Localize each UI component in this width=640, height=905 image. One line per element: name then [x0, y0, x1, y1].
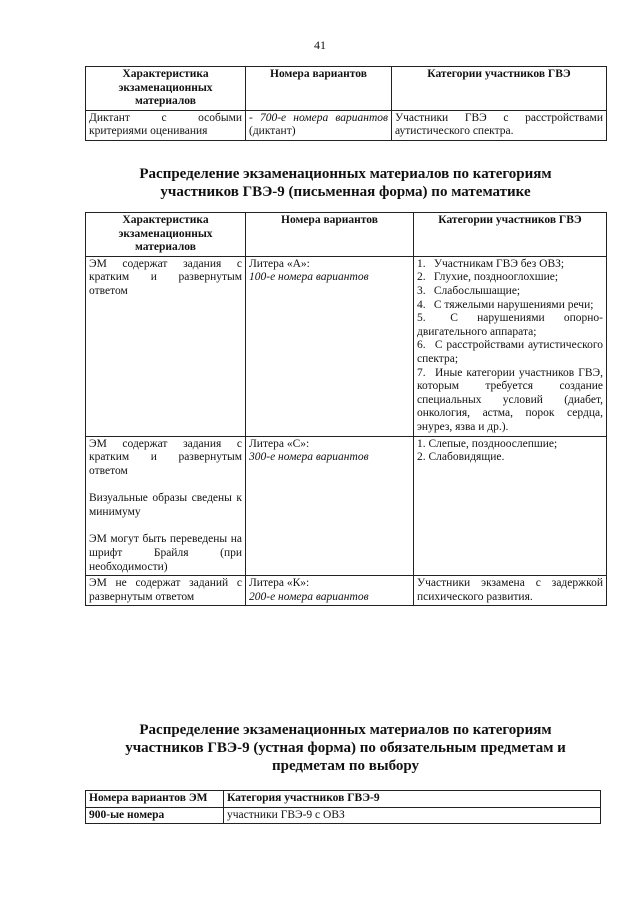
category-item: 4. С тяжелыми нарушениями речи; — [417, 298, 594, 311]
header-variants: Номера вариантов — [246, 213, 414, 257]
dictation-characteristic: Диктант с особыми критериями оценивания — [86, 110, 246, 140]
row-c-variants — [246, 436, 414, 576]
category-item: 1. Слепые, поздноослепшие; — [417, 437, 558, 450]
heading-line: Распределение экзаменационных материалов по категориям — [139, 166, 552, 182]
heading-line: предметам по выбору — [271, 758, 420, 774]
category-item: 2. Глухие, позднооглохшие; — [417, 271, 559, 284]
oral-variants: 900-ые номера — [86, 807, 224, 824]
category-item: 5. С нарушениями опорно-двигательного аппарата; — [417, 312, 604, 338]
oral-category: участники ГВЭ-9 с ОВЗ — [224, 807, 601, 824]
row-a-characteristic: ЭМ содержат задания с кратким и развернутым ответом — [86, 256, 246, 436]
dictation-variants: - 700-е номера вариантов (диктант) — [246, 110, 392, 140]
written-math-heading — [85, 165, 606, 201]
row-c-categories — [414, 436, 607, 576]
row-k-categories: Участники экзамена с задержкой психического развития. — [414, 576, 607, 606]
variants-k: 200-е номера вариантов — [249, 590, 369, 603]
header-categories: Категории участников ГВЭ — [392, 67, 607, 111]
heading-line: участников ГВЭ-9 (устная форма) по обязательным предметам и — [125, 740, 566, 756]
row-c-text: ЭМ содержат задания с кратким и развернутым ответом — [89, 437, 242, 477]
header-characteristic: Характеристика экзаменационных материалов — [86, 67, 246, 111]
row-a-categories — [414, 256, 607, 436]
oral-heading — [85, 721, 606, 775]
variants-a: 100-е номера вариантов — [249, 271, 369, 284]
row-a-variants — [246, 256, 414, 436]
dictation-categories: Участники ГВЭ с расстройствами аутистического спектра. — [392, 110, 607, 140]
heading-line: Распределение экзаменационных материалов по категориям — [139, 722, 552, 738]
heading-line: участников ГВЭ-9 (письменная форма) по математике — [160, 184, 531, 200]
page-number: 41 — [314, 38, 326, 52]
header-variants-em: Номера вариантов ЭМ — [86, 791, 224, 808]
header-variants: Номера вариантов — [246, 67, 392, 111]
dictation-table — [85, 66, 607, 141]
row-k-characteristic: ЭМ не содержат заданий с развернутым ответом — [86, 576, 246, 606]
variants-c: 300-е номера вариантов — [249, 451, 369, 464]
row-c-characteristic — [86, 436, 246, 576]
header-category: Категория участников ГВЭ-9 — [224, 791, 601, 808]
litera-k: Литера «К»: — [249, 577, 310, 590]
written-math-table — [85, 212, 607, 606]
header-categories: Категории участников ГВЭ — [414, 213, 607, 257]
litera-c: Литера «С»: — [249, 437, 310, 450]
category-item: 2. Слабовидящие. — [417, 451, 505, 464]
category-item: 6. С расстройствами аутистического спектра; — [417, 339, 604, 365]
header-characteristic: Характеристика экзаменационных материалов — [86, 213, 246, 257]
category-item: 3. Слабослышащие; — [417, 284, 521, 297]
row-c-braille: ЭМ могут быть переведены на шрифт Брайля (при необходимости) — [89, 533, 242, 573]
category-item: 1. Участникам ГВЭ без ОВЗ; — [417, 257, 565, 270]
category-item: 7. Иные категории участников ГВЭ, которым требуется создание специальных условий (диабет, онкология, астма, порок сердца, энурез, язва и др.). — [417, 366, 603, 433]
litera-a: Литера «А»: — [249, 257, 310, 270]
oral-table — [85, 790, 601, 824]
row-k-variants — [246, 576, 414, 606]
row-c-visual: Визуальные образы сведены к минимуму — [89, 492, 242, 518]
